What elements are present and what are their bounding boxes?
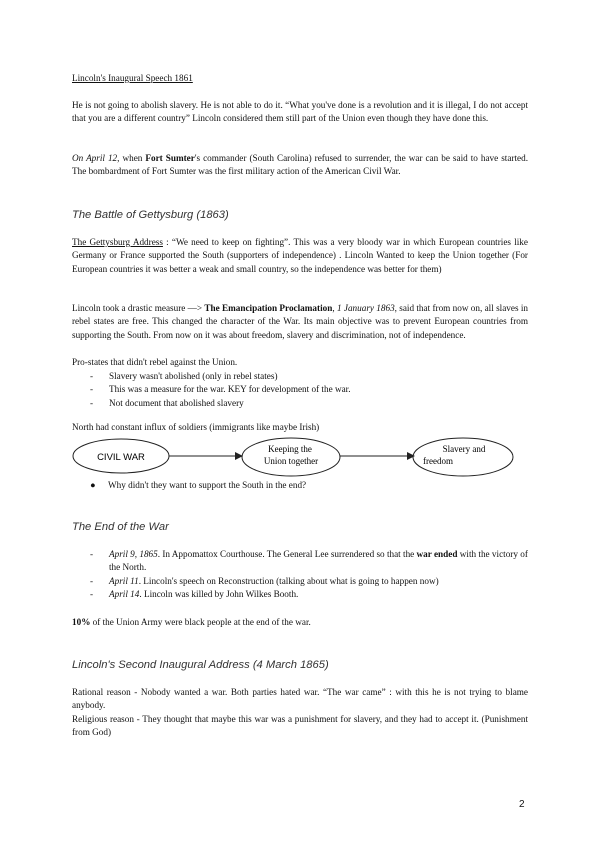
node-slavery-line2: freedom	[423, 456, 453, 466]
heading-second-inaugural: Lincoln's Second Inaugural Address (4 March 1865)	[72, 659, 329, 671]
dash-list-emancipation	[72, 370, 528, 410]
text-span: . Lincoln was killed by John Wilkes Booth.	[139, 589, 299, 600]
date-april-12: On April 12	[72, 153, 118, 163]
text-span: : “We need to keep on fighting”. This was a very bloody war in which European countries like Germany or France supported the South (supporters of independence) . Lincoln Wanted to keep the Union together (For European countries it was better a weak and small country, so the independence was better for them)	[72, 237, 528, 274]
heading-gettysburg: The Battle of Gettysburg (1863)	[72, 209, 229, 221]
paragraph-emancipation	[72, 302, 528, 342]
node-union-line1: Keeping the	[268, 444, 312, 454]
list-item	[72, 548, 528, 575]
node-civil-war: CIVIL WAR	[97, 452, 145, 463]
war-ended-bold: war ended	[416, 549, 458, 559]
paragraph-north-influx: North had constant influx of soldiers (immigrants like maybe Irish)	[72, 422, 320, 432]
text-span: of the Union Army were black people at the end of the war.	[90, 617, 311, 627]
paragraph-religious-reason: Religious reason - They thought that maybe this war was a punishment for slavery, and they had to accept it. (Punishment from God)	[72, 714, 528, 738]
text-span: ,	[332, 303, 337, 313]
page-number: 2	[519, 799, 525, 810]
heading-end-of-war: The End of the War	[72, 521, 169, 533]
list-item: - This was a measure for the war. KEY for development of the war.	[72, 383, 528, 396]
node-slavery-line1: Slavery and	[442, 444, 486, 454]
stat-bold: 10%	[72, 617, 91, 627]
paragraph-rational-reason: Rational reason - Nobody wanted a war. Both parties hated war. “The war came” : with this he is not trying to blame anybody.	[72, 687, 528, 711]
text-span: Lincoln took a drastic measure —>	[72, 303, 205, 313]
paragraph-inaugural: He is not going to abolish slavery. He is not able to do it. “What you've done is a revolution and it is illegal, I do not accept that you are a different country” Lincoln considered them still part of the Union even though they have done this.	[72, 100, 528, 124]
text-span: 's commander (South Carolina) refused to surrender, the war can be said to have started. The bombardment of Fort Sumter was the first military action of the American Civil War.	[72, 153, 529, 177]
flow-diagram	[72, 436, 532, 478]
list-item	[72, 575, 528, 588]
fort-sumter-bold: Fort Sumter	[145, 153, 195, 163]
paragraph-gettysburg-address	[72, 236, 528, 276]
bullet-text: Why didn't they want to support the South in the end?	[108, 480, 307, 490]
node-union-line2: Union together	[263, 456, 319, 466]
section-title-inaugural-1861: Lincoln's Inaugural Speech 1861	[72, 73, 193, 83]
paragraph-fort-sumter	[72, 152, 528, 179]
paragraph-pro-states: Pro-states that didn't rebel against the Union.	[72, 357, 238, 367]
dash-list-end-of-war	[72, 548, 528, 602]
date: April 14	[109, 589, 140, 600]
text-span: . Lincoln's speech on Reconstruction (talking about what is going to happen now)	[138, 575, 439, 586]
list-item	[72, 588, 528, 601]
text-span: , when	[117, 153, 146, 163]
list-item: - Not document that abolished slavery	[72, 397, 528, 410]
date: April 11	[109, 575, 139, 586]
emancipation-bold: The Emancipation Proclamation	[204, 303, 333, 313]
date: April 9, 1865	[109, 549, 158, 559]
bullet-icon: ●	[90, 480, 96, 490]
text-span: with the victory of the North.	[109, 549, 528, 573]
paragraph-black-soldiers	[72, 616, 528, 629]
gettysburg-address-label: The Gettysburg Address	[72, 237, 163, 247]
text-span: . In Appomattox Courthouse. The General Lee surrendered so that the	[157, 549, 417, 559]
list-item: - Slavery wasn't abolished (only in rebel states)	[72, 370, 528, 383]
text-span: , said that from now on, all slaves in rebel states are free. This changed the character of the War. Its main objective was to prevent European countries from supporting the South. From now on it was about freedom, slavery and discrimination, not of independence.	[72, 303, 528, 340]
date-1-january-1863: 1 January 1863	[336, 303, 395, 313]
